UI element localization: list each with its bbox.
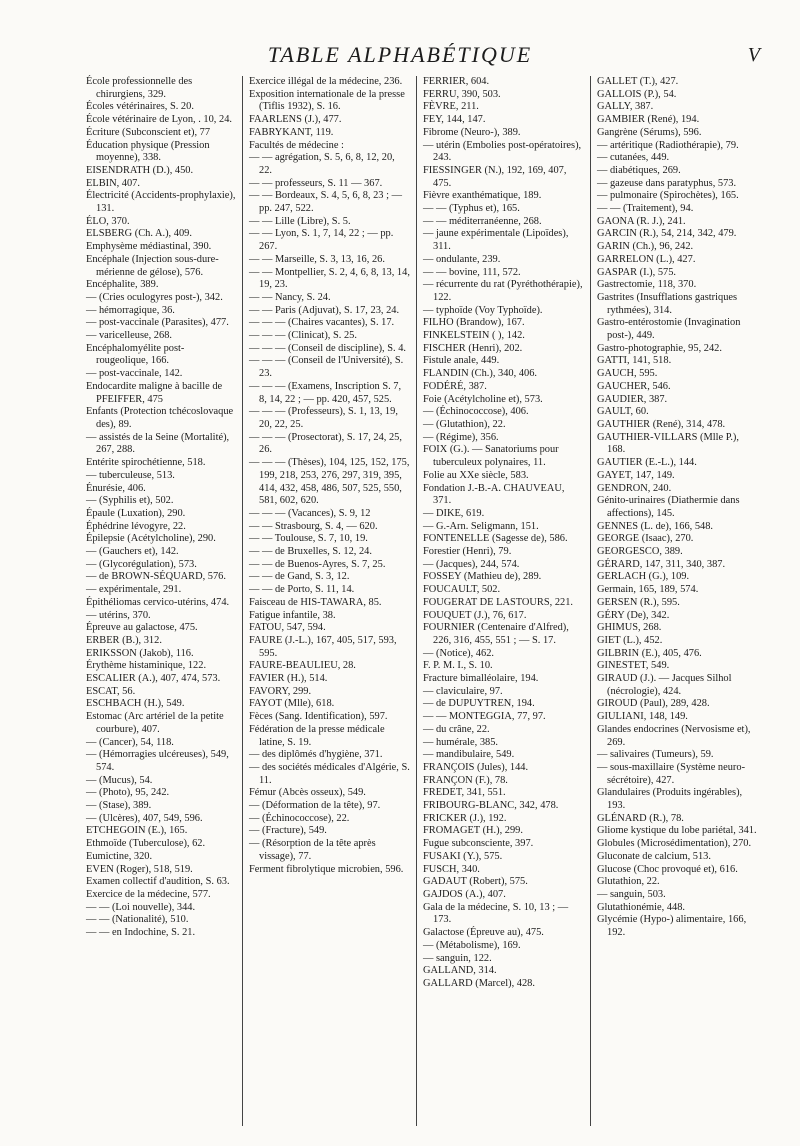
- index-entry: — des diplômés d'hygiène, 371.: [249, 749, 383, 761]
- index-entry: Glutathion, 22.: [597, 876, 660, 888]
- index-entry: GAUCHER, 546.: [597, 380, 671, 392]
- index-entry: — artéritique (Radiothérapie), 79.: [597, 139, 739, 151]
- index-entry: Génito-urinaires (Diathermie dans affections), 145.: [597, 495, 740, 519]
- index-entry: GALLOIS (P.), 54.: [597, 88, 677, 100]
- index-entry: — typhoïde (Voy Typhoïde).: [423, 304, 543, 316]
- index-entry: — — de Porto, S. 11, 14.: [249, 584, 355, 596]
- index-column-1: [80, 76, 242, 1126]
- index-entry: — diabétiques, 269.: [597, 164, 681, 176]
- index-entry: — (Photo), 95, 242.: [86, 787, 170, 799]
- index-entry: — — — (Chaires vacantes), S. 17.: [249, 317, 395, 329]
- index-entry: — — — (Clinicat), S. 25.: [249, 330, 357, 342]
- index-column-4: [590, 76, 764, 1126]
- index-entry: — — de Buenos-Ayres, S. 7, 25.: [249, 558, 386, 570]
- index-entry: — — de Bruxelles, S. 12, 24.: [249, 546, 372, 558]
- index-entry: — utérins, 370.: [86, 609, 151, 621]
- index-entry: GASPAR (I.), 575.: [597, 266, 676, 278]
- index-entry: Fédération de la presse médicale latine, S. 19.: [249, 723, 385, 748]
- index-entry: ERBER (B.), 312.: [86, 634, 162, 646]
- index-entry: GALLARD (Marcel), 428.: [423, 977, 535, 989]
- index-entry: — (Régime), 356.: [423, 431, 499, 443]
- index-entry: Emphysème médiastinal, 390.: [86, 241, 212, 253]
- index-entry: — de BROWN-SÉQUARD, 576.: [86, 571, 226, 583]
- index-entry: Entérite spirochétienne, 518.: [86, 457, 206, 469]
- index-entry: Gastro-entérostomie (Invagination post-), 449.: [597, 317, 741, 342]
- index-entry: — sous-maxillaire (Système neuro-sécrétoire), 427.: [597, 761, 746, 786]
- index-entry: — — Paris (Adjuvat), S. 17, 23, 24.: [249, 304, 400, 316]
- index-entry: GILBRIN (E.), 405, 476.: [597, 647, 702, 659]
- index-entry: Gastro-photographie, 95, 242.: [597, 342, 722, 354]
- index-entry: — (Gauchers et), 142.: [86, 546, 179, 558]
- index-entry: GÉRARD, 147, 311, 340, 387.: [597, 558, 726, 570]
- index-entry: FERRU, 390, 503.: [423, 88, 501, 100]
- index-entry: Fibrome (Neuro-), 389.: [423, 126, 521, 138]
- index-entry: FAURE-BEAULIEU, 28.: [249, 660, 356, 672]
- index-entry: Glandulaires (Produits ingérables), 193.: [597, 787, 743, 812]
- index-entry: — — — (Thèses), 104, 125, 152, 175, 199, 218, 253, 276, 297, 319, 395, 414, 432, 458, 486, 507, 525, 550, 581, 602, 620.: [249, 457, 410, 507]
- index-entry: — cutanées, 449.: [597, 152, 670, 164]
- index-entry: GADAUT (Robert), 575.: [423, 876, 528, 888]
- index-entry: FILHO (Brandow), 167.: [423, 317, 525, 329]
- index-entry: — — — (Professeurs), S. 1, 13, 19, 20, 22, 25.: [249, 406, 398, 430]
- index-entry: GENNES (L. de), 166, 548.: [597, 520, 714, 532]
- index-entry: — (Cancer), 54, 118.: [86, 736, 174, 748]
- index-columns: [80, 76, 776, 1126]
- index-entry: Fistule anale, 449.: [423, 355, 500, 367]
- index-entry: — (Stase), 389.: [86, 800, 152, 812]
- index-entry: Fondation J.-B.-A. CHAUVEAU, 371.: [423, 482, 565, 507]
- index-entry: — — Nancy, S. 24.: [249, 291, 331, 303]
- index-entry: — (Glycorégulation), 573.: [86, 558, 197, 570]
- index-entry: FÈVRE, 211.: [423, 101, 479, 113]
- index-entry: EVEN (Roger), 518, 519.: [86, 863, 193, 875]
- index-entry: — — bovine, 111, 572.: [423, 266, 521, 278]
- index-entry: GAUTHIER-VILLARS (Mlle P.), 168.: [597, 431, 739, 456]
- index-entry: — (Résorption de la tête après vissage), 77.: [249, 838, 376, 862]
- index-entry: — post-vaccinale (Parasites), 477.: [86, 317, 229, 329]
- index-entry: Électricité (Accidents-prophylaxie), 131.: [86, 190, 236, 215]
- index-entry: Galactose (Épreuve au), 475.: [423, 927, 544, 939]
- index-entry: Endocardite maligne à bacille de PFEIFFER, 475: [86, 380, 223, 405]
- index-entry: — utérin (Embolies post-opératoires), 243.: [423, 139, 582, 164]
- index-entry: Énurésie, 406.: [86, 482, 146, 494]
- index-entry: Exposition internationale de la presse (Tiflis 1932), S. 16.: [249, 88, 405, 113]
- page-number: V: [747, 44, 760, 66]
- index-entry: FAURE (J.-L.), 167, 405, 517, 593, 595.: [249, 634, 397, 659]
- index-entry: GEORGE (Isaac), 270.: [597, 533, 694, 545]
- index-entry: ELBIN, 407.: [86, 177, 140, 189]
- index-entry: FRICKER (J.), 192.: [423, 812, 507, 824]
- index-entry: ÉLO, 370.: [86, 215, 130, 227]
- index-entry: — assistés de la Seine (Mortalité), 267, 288.: [86, 431, 230, 456]
- index-entry: Épithéliomas cervico-utérins, 474.: [86, 596, 230, 608]
- index-entry: — expérimentale, 291.: [86, 584, 182, 596]
- index-entry: — hémorragique, 36.: [86, 304, 175, 316]
- index-entry: — varicelleuse, 268.: [86, 330, 172, 342]
- index-entry: FOUQUET (J.), 76, 617.: [423, 609, 527, 621]
- index-entry: GIROUD (Paul), 289, 428.: [597, 698, 710, 710]
- index-entry: — (Ulcères), 407, 549, 596.: [86, 812, 203, 824]
- index-entry: Épreuve au galactose, 475.: [86, 622, 198, 634]
- index-entry: Écoles vétérinaires, S. 20.: [86, 101, 194, 113]
- index-entry: GAULT, 60.: [597, 406, 649, 418]
- index-entry: Fugue subconsciente, 397.: [423, 838, 534, 850]
- index-entry: Fièvre exanthématique, 189.: [423, 190, 542, 202]
- index-entry: GAONA (R. J.), 241.: [597, 215, 686, 227]
- index-entry: GINESTET, 549.: [597, 660, 670, 672]
- index-entry: Épilepsie (Acétylcholine), 290.: [86, 533, 216, 545]
- index-entry: GÉRY (De), 342.: [597, 609, 670, 621]
- index-entry: FOURNIER (Centenaire d'Alfred), 226, 316, 455, 551 ; — S. 17.: [423, 622, 569, 646]
- index-entry: — — — (Prosectorat), S. 17, 24, 25, 26.: [249, 431, 402, 456]
- index-entry: — jaune expérimentale (Lipoïdes), 311.: [423, 228, 569, 253]
- index-entry: GARRELON (L.), 427.: [597, 253, 696, 265]
- index-entry: Folie au XXe siècle, 583.: [423, 469, 529, 481]
- index-entry: FUSAKI (Y.), 575.: [423, 850, 503, 862]
- index-entry: FAVIER (H.), 514.: [249, 673, 328, 685]
- index-entry: GAUTIER (E.-L.), 144.: [597, 457, 697, 469]
- index-entry: — tuberculeuse, 513.: [86, 469, 175, 481]
- index-entry: GARCIN (R.), 54, 214, 342, 479.: [597, 228, 737, 240]
- index-entry: — post-vaccinale, 142.: [86, 368, 183, 380]
- index-entry: — (Fracture), 549.: [249, 825, 327, 837]
- index-entry: FISCHER (Henri), 202.: [423, 342, 523, 354]
- index-entry: GAUCH, 595.: [597, 368, 658, 380]
- index-entry: FATOU, 547, 594.: [249, 622, 326, 634]
- index-entry: — (Déformation de la tête), 97.: [249, 800, 381, 812]
- index-entry: Érythème histaminique, 122.: [86, 660, 207, 672]
- index-entry: — (Glutathion), 22.: [423, 418, 506, 430]
- index-entry: Écriture (Subconscient et), 77: [86, 126, 211, 138]
- index-entry: — — (Typhus et), 165.: [423, 203, 520, 215]
- index-entry: GAYET, 147, 149.: [597, 469, 675, 481]
- index-entry: Germain, 165, 189, 574.: [597, 584, 699, 596]
- index-entry: Enfants (Protection tchécoslovaque des), 89.: [86, 406, 234, 430]
- index-entry: GAUDIER, 387.: [597, 393, 668, 405]
- index-entry: F. P. M. I., S. 10.: [423, 660, 493, 672]
- index-entry: FABRYKANT, 119.: [249, 126, 334, 138]
- index-entry: Encéphale (Injection sous-dure-mérienne de gélose), 576.: [86, 253, 219, 278]
- index-entry: FAYOT (Mlle), 618.: [249, 698, 335, 710]
- index-entry: FRANÇON (F.), 78.: [423, 774, 508, 786]
- index-entry: FINKELSTEIN ( ), 142.: [423, 330, 525, 342]
- index-entry: — (Échinococcose), 22.: [249, 812, 350, 824]
- index-entry: Exercice illégal de la médecine, 236.: [249, 76, 403, 87]
- index-entry: — — Bordeaux, S. 4, 5, 6, 8, 23 ; — pp. 247, 522.: [249, 190, 402, 215]
- index-entry: — ondulante, 239.: [423, 253, 501, 265]
- index-entry: Faisceau de HIS-TAWARA, 85.: [249, 596, 382, 608]
- index-entry: — — de Gand, S. 3, 12.: [249, 571, 350, 583]
- index-entry: Gliome kystique du lobe pariétal, 341.: [597, 825, 757, 837]
- index-entry: FROMAGET (H.), 299.: [423, 825, 523, 837]
- index-entry: — claviculaire, 97.: [423, 685, 503, 697]
- index-entry: GALLY, 387.: [597, 101, 654, 113]
- index-entry: FEY, 144, 147.: [423, 114, 486, 126]
- index-entry: Globules (Microsédimentation), 270.: [597, 838, 752, 850]
- index-entry: ERIKSSON (Jakob), 116.: [86, 647, 194, 659]
- index-entry: GAJDOS (A.), 407.: [423, 889, 506, 900]
- index-entry: — — — (Conseil de l'Université), S. 23.: [249, 355, 404, 380]
- index-entry: — — méditerranéenne, 268.: [423, 215, 542, 227]
- index-entry: FLANDIN (Ch.), 340, 406.: [423, 368, 538, 380]
- index-entry: GIRAUD (J.). — Jacques Silhol (nécrologie), 424.: [597, 673, 732, 697]
- index-entry: — — — (Examens, Inscription S. 7, 8, 14, 22 ; — pp. 420, 457, 525.: [249, 380, 402, 405]
- index-entry: GLÉNARD (R.), 78.: [597, 812, 684, 824]
- index-entry: École vétérinaire de Lyon, . 10, 24.: [86, 114, 232, 126]
- index-entry: GALLET (T.), 427.: [597, 76, 679, 87]
- index-entry: Exercice de la médecine, 577.: [86, 889, 211, 900]
- index-entry: GERLACH (G.), 109.: [597, 571, 690, 583]
- index-entry: FERRIER, 604.: [423, 76, 490, 87]
- index-entry: GHIMUS, 268.: [597, 622, 662, 634]
- index-entry: — pulmonaire (Spirochètes), 165.: [597, 190, 739, 202]
- index-entry: — — (Loi nouvelle), 344.: [86, 901, 196, 913]
- index-entry: Encéphalite, 389.: [86, 279, 159, 291]
- index-entry: GIULIANI, 148, 149.: [597, 711, 688, 723]
- index-entry: FAARLENS (J.), 477.: [249, 114, 342, 126]
- index-entry: — — Lille (Libre), S. 5.: [249, 215, 351, 227]
- index-entry: FONTENELLE (Sagesse de), 586.: [423, 533, 568, 545]
- index-entry: Fémur (Abcès osseux), 549.: [249, 787, 366, 799]
- index-entry: — G.-Arn. Seligmann, 151.: [423, 520, 539, 532]
- index-entry: EISENDRATH (D.), 450.: [86, 164, 194, 176]
- index-entry: GIET (L.), 452.: [597, 634, 663, 646]
- index-entry: ELSBERG (Ch. A.), 409.: [86, 228, 192, 240]
- index-entry: Forestier (Henri), 79.: [423, 546, 512, 558]
- index-entry: GERSEN (R.), 595.: [597, 596, 680, 608]
- page-header: [0, 42, 800, 72]
- index-entry: — (Échinococcose), 406.: [423, 406, 529, 418]
- index-entry: FOIX (G.). — Sanatoriums pour tuberculeux polynaires, 11.: [423, 444, 559, 469]
- index-entry: — — — (Vacances), S. 9, 12: [249, 507, 371, 519]
- index-entry: — — Toulouse, S. 7, 10, 19.: [249, 533, 368, 545]
- index-entry: Examen collectif d'audition, S. 63.: [86, 876, 230, 888]
- index-entry: — sanguin, 122.: [423, 952, 492, 964]
- index-entry: Encéphalomyélite post-rougeolique, 166.: [86, 342, 185, 367]
- index-entry: — sanguin, 503.: [597, 889, 666, 900]
- index-entry: — — Marseille, S. 3, 13, 16, 26.: [249, 253, 385, 265]
- index-entry: — (Notice), 462.: [423, 647, 494, 659]
- index-entry: GARIN (Ch.), 96, 242.: [597, 241, 694, 253]
- page-title: TABLE ALPHABÉTIQUE: [267, 42, 533, 67]
- index-entry: FOUGERAT DE LASTOURS, 221.: [423, 596, 574, 608]
- index-entry: Gastrites (Insufflations gastriques rythmées), 314.: [597, 291, 738, 316]
- index-entry: GEORGESCO, 389.: [597, 546, 683, 558]
- index-entry: — salivaires (Tumeurs), 59.: [597, 749, 714, 761]
- index-entry: — humérale, 385.: [423, 736, 499, 748]
- index-entry: ESCAT, 56.: [86, 685, 136, 697]
- index-column-3: [416, 76, 590, 1126]
- index-entry: FOSSEY (Mathieu de), 289.: [423, 571, 542, 583]
- index-entry: Facultés de médecine :: [249, 139, 344, 151]
- index-entry: GATTI, 141, 518.: [597, 355, 672, 367]
- index-entry: — DIKE, 619.: [423, 507, 485, 519]
- index-entry: Glutathionémie, 448.: [597, 901, 686, 913]
- index-entry: — du crâne, 22.: [423, 723, 490, 735]
- index-entry: FODÉRÉ, 387.: [423, 380, 487, 392]
- index-entry: FREDET, 341, 551.: [423, 787, 506, 799]
- index-entry: Ferment fibrolytique microbien, 596.: [249, 863, 404, 875]
- index-entry: Fracture bimalléolaire, 194.: [423, 673, 539, 685]
- index-entry: — (Métabolisme), 169.: [423, 939, 521, 951]
- index-entry: — — — (Conseil de discipline), S. 4.: [249, 342, 407, 354]
- index-entry: Eumictine, 320.: [86, 850, 153, 862]
- index-entry: Foie (Acétylcholine et), 573.: [423, 393, 543, 405]
- index-entry: FRANÇOIS (Jules), 144.: [423, 761, 529, 773]
- index-entry: GALLAND, 314.: [423, 965, 497, 977]
- index-entry: — des sociétés médicales d'Algérie, S. 11.: [249, 761, 410, 786]
- index-entry: — gazeuse dans paratyphus, 573.: [597, 177, 737, 189]
- index-entry: Glucose (Choc provoqué et), 616.: [597, 863, 738, 875]
- index-entry: Gala de la médecine, S. 10, 13 ; — 173.: [423, 901, 569, 926]
- index-entry: — — (Traitement), 94.: [597, 203, 694, 215]
- index-column-2: [242, 76, 416, 1126]
- index-entry: Gangrène (Sérums), 596.: [597, 126, 702, 138]
- index-entry: FAVORY, 299.: [249, 685, 312, 697]
- index-entry: Ethmoïde (Tuberculose), 62.: [86, 838, 206, 850]
- index-entry: ESCHBACH (H.), 549.: [86, 698, 185, 710]
- index-entry: — mandibulaire, 549.: [423, 749, 515, 761]
- index-entry: École professionnelle des chirurgiens, 329.: [86, 76, 193, 100]
- index-entry: — de DUPUYTREN, 194.: [423, 698, 535, 710]
- index-entry: Estomac (Arc artériel de la petite courbure), 407.: [86, 711, 224, 735]
- index-entry: Gastrectomie, 118, 370.: [597, 279, 697, 291]
- index-entry: — récurrente du rat (Pyréthothérapie), 122.: [423, 279, 583, 303]
- index-entry: Éphédrine lévogyre, 22.: [86, 520, 186, 532]
- index-entry: GAMBIER (René), 194.: [597, 114, 700, 126]
- index-entry: Glandes endocrines (Nervosisme et), 269.: [597, 723, 751, 748]
- index-entry: — (Cries oculogyres post-), 342.: [86, 291, 223, 303]
- index-entry: — — Lyon, S. 1, 7, 14, 22 ; — pp. 267.: [249, 228, 394, 253]
- index-entry: Gluconate de calcium, 513.: [597, 850, 711, 862]
- index-entry: — — Montpellier, S. 2, 4, 6, 8, 13, 14, 19, 23.: [249, 266, 410, 291]
- index-entry: Fèces (Sang. Identification), 597.: [249, 711, 388, 723]
- index-entry: GAUTHIER (René), 314, 478.: [597, 418, 726, 430]
- index-entry: — (Hémorragies ulcéreuses), 549, 574.: [86, 749, 229, 773]
- index-entry: — — Strasbourg, S. 4, — 620.: [249, 520, 378, 532]
- index-entry: Épaule (Luxation), 290.: [86, 507, 186, 519]
- index-entry: — (Syphilis et), 502.: [86, 495, 174, 507]
- index-entry: — — professeurs, S. 11 — 367.: [249, 177, 383, 189]
- index-entry: FRIBOURG-BLANC, 342, 478.: [423, 800, 559, 812]
- index-entry: — — (Nationalité), 510.: [86, 914, 189, 926]
- index-entry: — (Jacques), 244, 574.: [423, 558, 520, 570]
- index-entry: ETCHEGOIN (E.), 165.: [86, 825, 188, 837]
- index-entry: ESCALIER (A.), 407, 474, 573.: [86, 673, 221, 685]
- index-entry: — (Mucus), 54.: [86, 774, 153, 786]
- index-entry: Fatigue infantile, 38.: [249, 609, 336, 621]
- index-entry: FOUCAULT, 502.: [423, 584, 501, 596]
- index-entry: Éducation physique (Pression moyenne), 338.: [86, 139, 210, 164]
- index-entry: Glycémie (Hypo-) alimentaire, 166, 192.: [597, 914, 747, 939]
- index-entry: FIESSINGER (N.), 192, 169, 407, 475.: [423, 164, 567, 189]
- index-entry: — — agrégation, S. 5, 6, 8, 12, 20, 22.: [249, 152, 395, 176]
- index-entry: FUSCH, 340.: [423, 863, 480, 875]
- index-entry: — — en Indochine, S. 21.: [86, 927, 196, 939]
- index-entry: GENDRON, 240.: [597, 482, 672, 494]
- index-entry: — — MONTEGGIA, 77, 97.: [423, 711, 546, 723]
